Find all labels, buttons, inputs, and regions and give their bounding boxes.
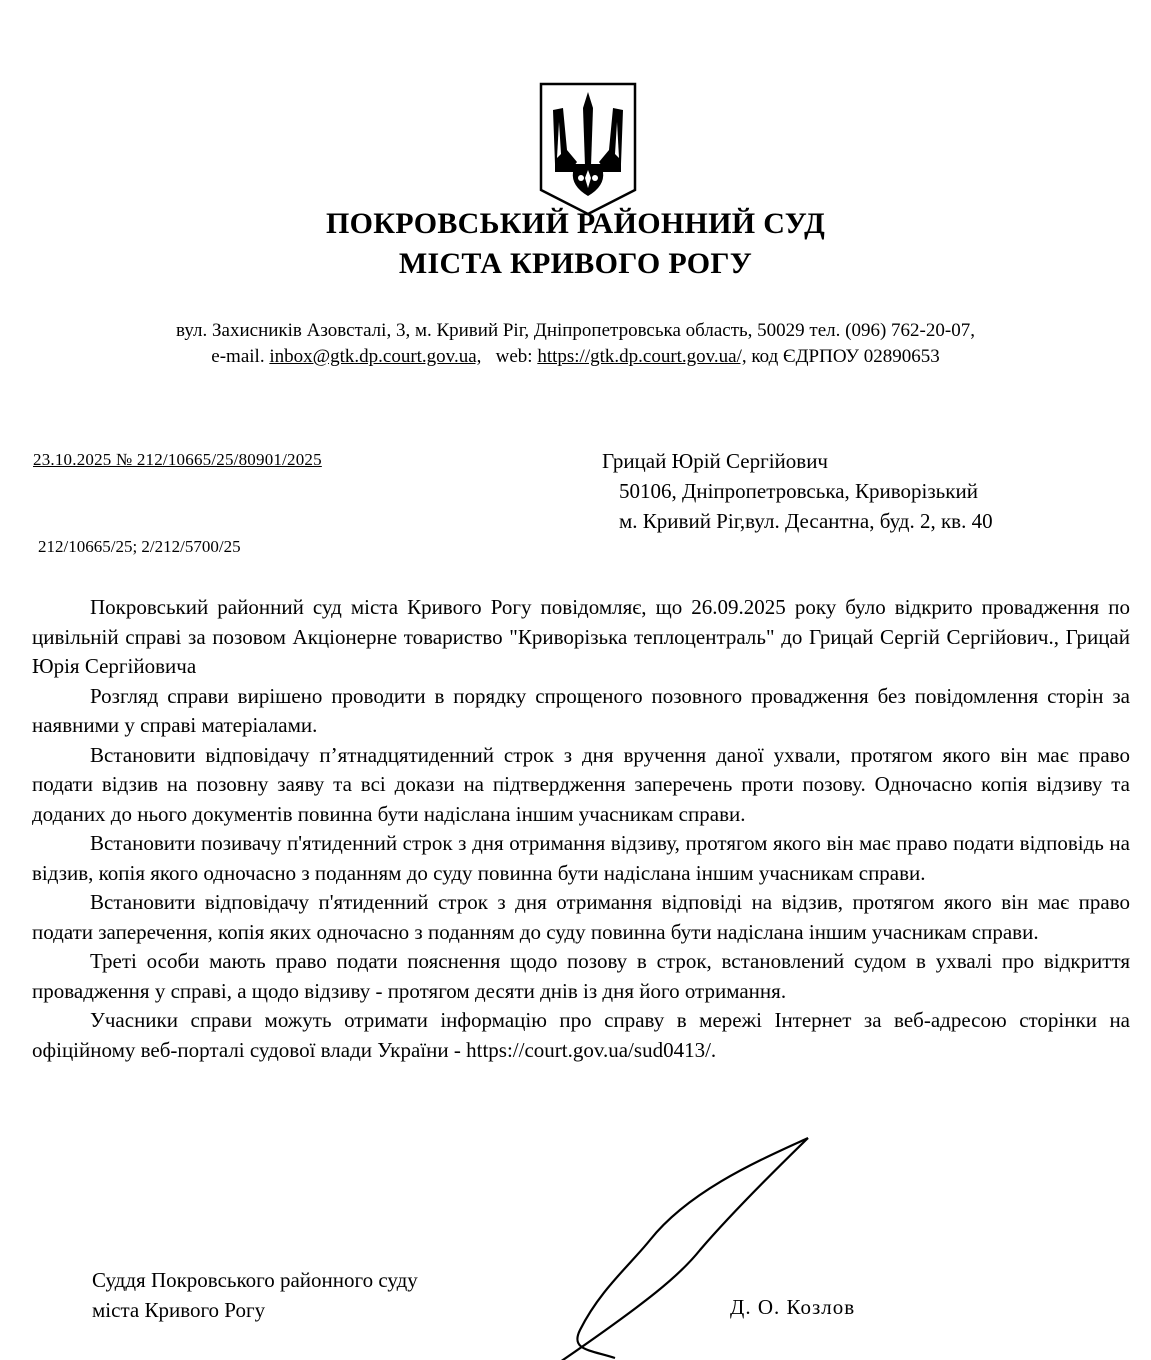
body-paragraph: Встановити відповідачу п’ятнадцятиденний строк з дня вручення даної ухвали, протягом якого він має право подати відзив на позовну заяву та всі докази на підтвердження заперечень проти позову. Одночасно копія відзиву та доданих до нього документів повинна бути надіслана іншим учасникам справи.: [32, 742, 1130, 826]
recipient-name: Грицай Юрій Сергійович: [602, 449, 828, 473]
outgoing-number: 23.10.2025 № 212/10665/25/80901/2025: [33, 450, 322, 469]
recipient-address-line2: м. Кривий Ріг,вул. Десантна, буд. 2, кв. 40: [619, 509, 993, 533]
judge-position-line1: Суддя Покровського районного суду: [92, 1268, 418, 1292]
court-contacts: [0, 344, 1151, 370]
body-paragraph: Встановити позивачу п'ятиденний строк з дня отримання відзиву, протягом якого він має право подати відповідь на відзив, копія якого одночасно з поданням до суду повинна бути надіслана іншим учасникам справи.: [32, 831, 1130, 885]
court-name-line2: МІСТА КРИВОГО РОГУ: [398, 247, 753, 280]
edrpou-code: код ЄДРПОУ 02890653: [751, 346, 940, 367]
recipient-block: [602, 446, 993, 536]
letter-body: [32, 593, 1130, 1065]
body-paragraph: Учасники справи можуть отримати інформацію про справу в мережі Інтернет за веб-адресою сторінки на офіційному веб-порталі судової влади України - https://court.gov.ua/sud0413/.: [32, 1008, 1130, 1062]
trident-coat-of-arms-icon: [533, 78, 643, 218]
web-label: web:: [495, 346, 533, 367]
email-label: e-mail.: [211, 346, 265, 367]
body-paragraph: Розгляд справи вирішено проводити в порядку спрощеного позовного провадження без повідомлення сторін за наявними у справі матеріалами.: [32, 683, 1130, 737]
judge-name: Д. О. Козлов: [730, 1295, 856, 1319]
body-paragraph: Покровський районний суд міста Кривого Рогу повідомляє, що 26.09.2025 року було відкрито провадження по цивільній справі за позовом Акціонерне товариство "Криворізька теплоцентраль" до Грицай Сергій Сергійович., Грицай Юрія Сергійовича: [32, 595, 1130, 678]
judge-position: [92, 1265, 418, 1325]
case-numbers: 212/10665/25; 2/212/5700/25: [38, 537, 241, 556]
body-paragraph: Треті особи мають право подати пояснення щодо позову в строк, встановлений судом в ухвалі про відкриття провадження у справі, а щодо відзиву - протягом десяти днів із дня його отримання.: [32, 949, 1130, 1003]
court-name-line1: ПОКРОВСЬКИЙ РАЙОННИЙ СУД: [325, 207, 826, 240]
email-link[interactable]: inbox@gtk.dp.court.gov.ua,: [269, 346, 482, 367]
court-address: вул. Захисників Азовсталі, 3, м. Кривий Ріг, Дніпропетровська область, 50029 тел. (096) 762-20-07,: [176, 320, 975, 341]
judge-position-line2: міста Кривого Рогу: [92, 1298, 266, 1322]
handwritten-signature-icon: [540, 1130, 820, 1360]
web-link[interactable]: https://gtk.dp.court.gov.ua/,: [537, 346, 747, 367]
body-paragraph: Встановити відповідачу п'ятиденний строк з дня отримання відповіді на відзив, протягом якого він має право подати заперечення, копія яких одночасно з поданням до суду повинна бути надіслана іншим учасникам справи.: [32, 890, 1130, 944]
recipient-address-line1: 50106, Дніпропетровська, Криворізький: [619, 479, 978, 503]
